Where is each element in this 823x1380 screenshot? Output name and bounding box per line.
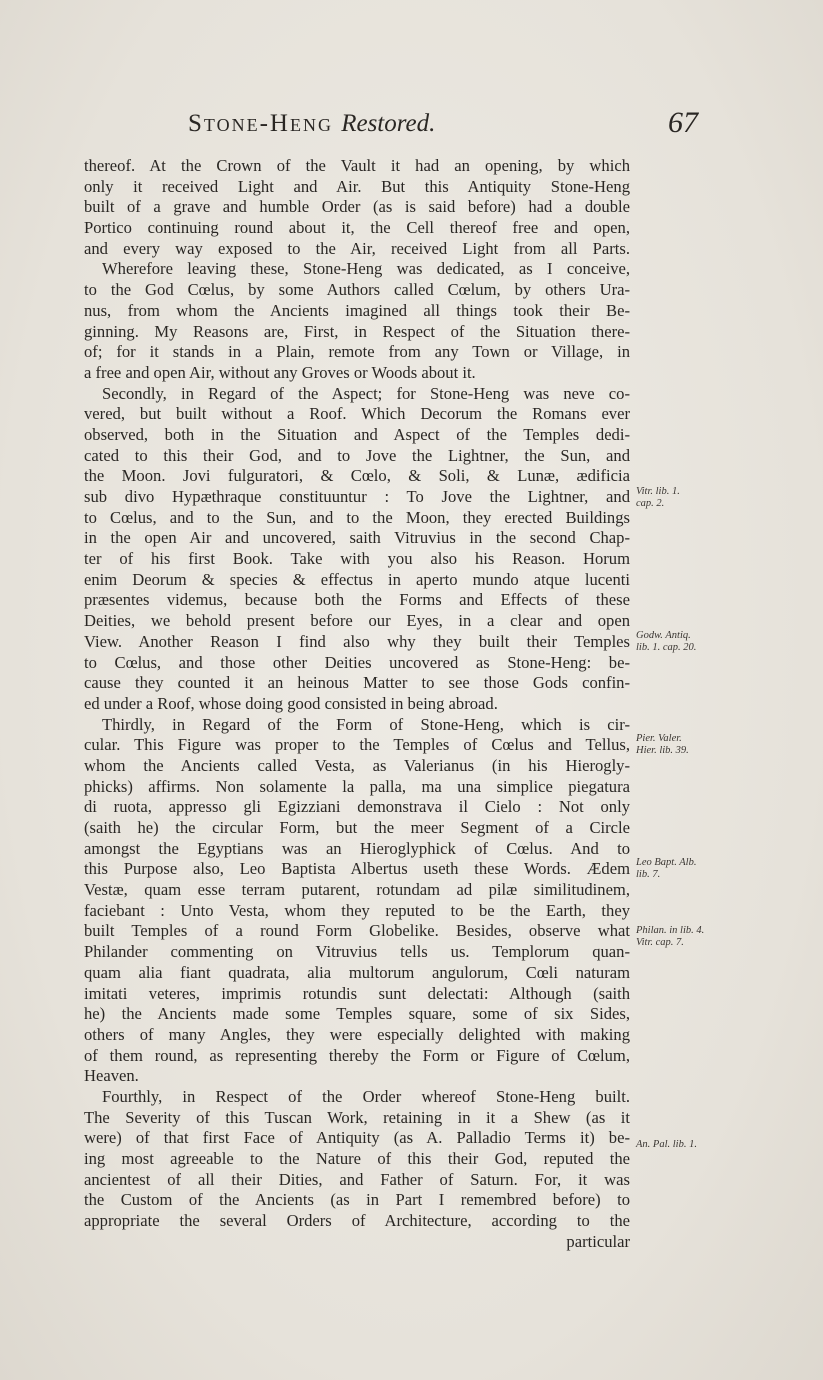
margin-note-line: An. Pal. lib. 1. [636,1139,697,1150]
text-line: whom the Ancients called Vesta, as Valerianus (in his Hierogly- [84,755,630,775]
margin-note-line: Philan. in lib. 4. [636,925,705,936]
text-line: to Cœlus, and those other Deities uncovered as Stone-Heng: be- [84,652,630,672]
margin-note-line: cap. 2. [636,498,665,509]
text-line: Fourthly, in Respect of the Order whereof Stone-Heng built. [102,1086,630,1106]
text-line: Heaven. [84,1066,139,1086]
text-line: enim Deorum & species & effectus in aperto mundo atque lucenti [84,569,630,589]
text-line: a free and open Air, without any Groves or Woods about it. [84,362,476,382]
text-line: built Temples of a round Form Globelike. Besides, observe what [84,921,630,941]
text-line: Philander commenting on Vitruvius tells us. Templorum quan- [84,942,630,962]
body-text [84,156,630,1252]
text-line: Thirdly, in Regard of the Form of Stone-Heng, which is cir- [102,714,630,734]
margin-note [636,925,726,949]
margin-note [636,630,726,654]
text-line: others of many Angles, they were especially delighted with making [84,1024,630,1044]
text-line: observed, both in the Situation and Aspect of the Temples dedi- [84,424,630,444]
running-title-main: Stone-Heng [188,110,333,137]
text-line: amongst the Egyptians was an Hieroglyphick of Cœlus. And to [84,838,630,858]
catchword: particular [566,1231,630,1251]
margin-note-line: Pier. Valer. [636,733,682,744]
text-line: The Severity of this Tuscan Work, retaining in it a Shew (as it [84,1107,630,1127]
text-line: vered, but built without a Roof. Which Decorum the Romans ever [84,404,630,424]
text-line: (saith he) the circular Form, but the meer Segment of a Circle [84,818,630,837]
text-line: sub divo Hypæthraque constituuntur : To Jove the Lightner, and [84,487,630,506]
text-line: thereof. At the Crown of the Vault it had an opening, by which [84,156,630,175]
text-line: in the open Air and uncovered, saith Vitruvius in the second Chap- [84,528,630,548]
text-line: were) of that first Face of Antiquity (as A. Palladio Terms it) be- [84,1128,630,1148]
text-line: only it received Light and Air. But this Antiquity Stone-Heng [84,176,630,196]
text-line: cause they counted it an heinous Matter to see those Gods confin- [84,673,630,693]
page-header [188,106,708,146]
text-line: to the God Cœlus, by some Authors called Cœlum, by others Ura- [84,280,630,300]
text-line: phicks) affirms. Non solamente la palla, ma una simplice piegatura [84,776,630,796]
text-line: Wherefore leaving these, Stone-Heng was dedicated, as I conceive, [102,259,630,279]
text-line: built of a grave and humble Order (as is said before) had a double [84,197,630,217]
text-line: Vestæ, quam esse terram putarent, rotundam ad pilæ similitudinem, [84,880,630,900]
margin-note-line: lib. 7. [636,869,661,880]
text-line: præsentes videmus, because both the Forms and Effects of these [84,590,630,610]
text-line: faciebant : Unto Vesta, whom they reputed to be the Earth, they [84,900,630,920]
text-line: ginning. My Reasons are, First, in Respect of the Situation there- [84,321,630,341]
text-line: Deities, we behold present before our Eyes, in a clear and open [84,611,630,631]
margin-note-line: Godw. Antiq. [636,630,691,641]
text-line: and every way exposed to the Air, received Light from all Parts. [84,238,630,258]
text-line: di ruota, appresso gli Egizziani demonstrava il Cielo : Not only [84,797,630,817]
text-line: the Moon. Jovi fulguratori, & Cœlo, & Soli, & Lunæ, ædificia [84,466,630,486]
text-line: the Custom of the Ancients (as in Part I remembred before) to [84,1190,630,1210]
margin-note [636,1139,726,1151]
text-line: to Cœlus, and to the Sun, and to the Moon, they erected Buildings [84,507,630,527]
text-line: ter of his first Book. Take with you also his Reason. Horum [84,549,630,569]
margin-note [636,857,726,881]
margin-note [636,486,726,510]
text-line: ing most agreeable to the Nature of this their God, reputed the [84,1149,630,1168]
text-line: cated to this their God, and to Jove the Lightner, the Sun, and [84,445,630,465]
margin-note-line: Hier. lib. 39. [636,745,689,756]
margin-note-line: Vitr. lib. 1. [636,486,680,497]
text-line: nus, from whom the Ancients imagined all things took their Be- [84,300,630,320]
text-line: cular. This Figure was proper to the Temples of Cœlus and Tellus, [84,735,630,755]
text-line: he) the Ancients made some Temples square, some of six Sides, [84,1004,630,1024]
text-line: this Purpose also, Leo Baptista Albertus useth these Words. Ædem [84,859,630,879]
margin-note [636,733,726,757]
margin-note-line: Vitr. cap. 7. [636,937,684,948]
text-line: ancientest of all their Dities, and Father of Saturn. For, it was [84,1169,630,1189]
text-line: Portico continuing round about it, the Cell thereof free and open, [84,218,630,238]
running-title-italic: Restored. [341,110,436,137]
margin-note-line: Leo Bapt. Alb. [636,857,697,868]
running-title [188,110,435,138]
page-number: 67 [668,106,698,139]
text-line: of; for it stands in a Plain, remote from any Town or Village, in [84,342,630,362]
text-line: View. Another Reason I find also why they built their Temples [84,631,630,651]
text-line: ed under a Roof, whose doing good consisted in being abroad. [84,693,498,713]
margin-note-line: lib. 1. cap. 20. [636,642,697,653]
text-line: of them round, as representing thereby the Form or Figure of Cœlum, [84,1045,630,1065]
text-line: appropriate the several Orders of Architecture, according to the [84,1211,630,1231]
text-line: quam alia fiant quadrata, alia multorum angulorum, Cœli naturam [84,962,630,982]
text-line: Secondly, in Regard of the Aspect; for Stone-Heng was neve co- [102,383,630,403]
text-line: imitati veteres, imprimis rotundis sunt delectati: Although (saith [84,983,630,1003]
